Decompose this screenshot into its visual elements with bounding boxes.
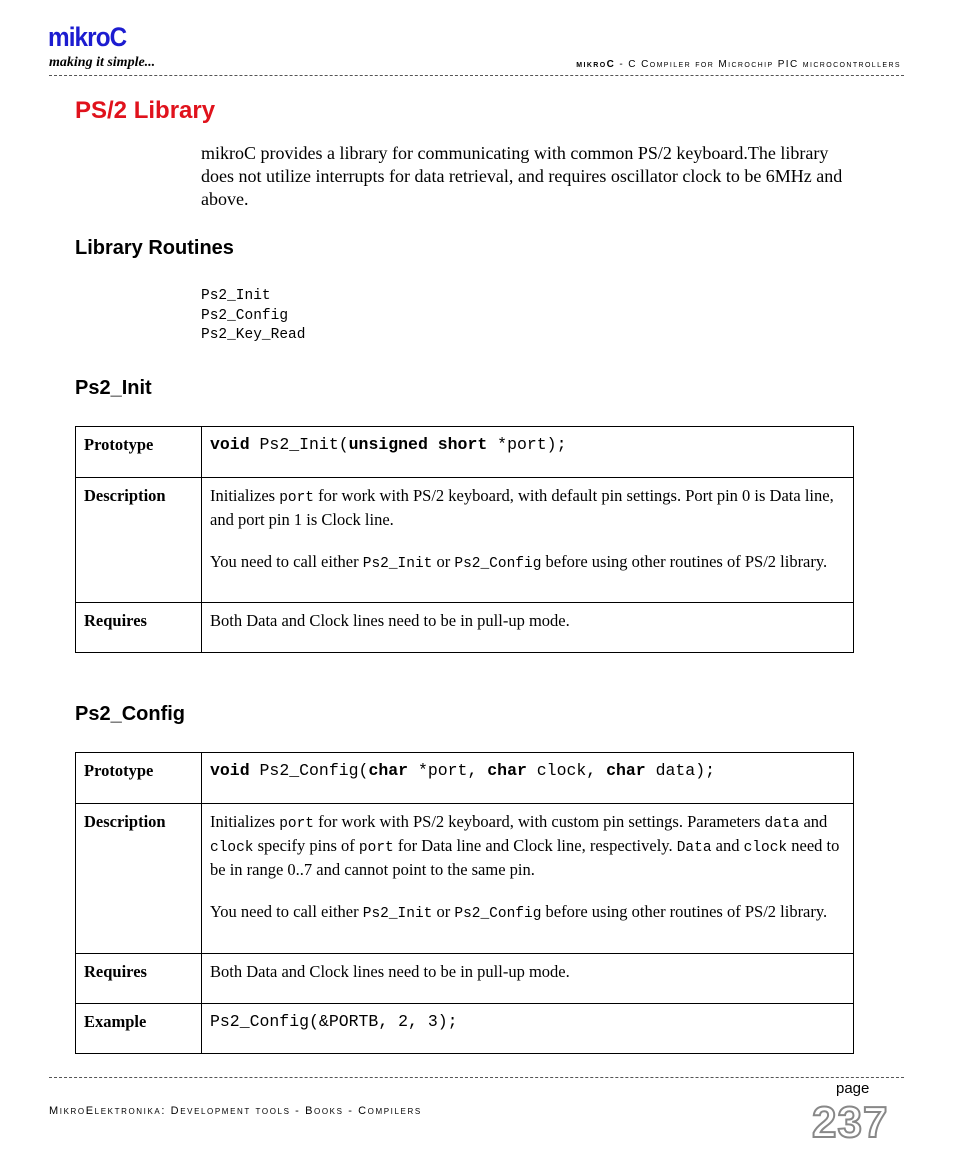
ps2-init-table xyxy=(75,426,854,653)
mikroc-logo: mikroC xyxy=(48,22,127,52)
footer-divider xyxy=(49,1077,904,1078)
table-row xyxy=(76,954,854,1004)
description-text: Initializes port for work with PS/2 keyboard, with custom pin settings. Parameters data and clock specify pins of port for Data line and Clock line, respectively. Data and clock need to be in range 0..7 and cannot point to the same pin. You need to call either Ps2_Init or Ps2_Config before using other routines of PS/2 library. xyxy=(202,804,854,954)
example-label: Example xyxy=(76,1004,202,1054)
header-title xyxy=(576,59,901,71)
description-text: Initializes port for work with PS/2 keyboard, with default pin settings. Port pin 0 is Data line, and port pin 1 is Clock line. You need to call either Ps2_Init or Ps2_Config before using other routines of PS/2 library. xyxy=(202,478,854,603)
footer-text: MikroElektronika: Development tools - Books - Compilers xyxy=(49,1105,422,1117)
requires-text: Both Data and Clock lines need to be in pull-up mode. xyxy=(202,954,854,1004)
tagline: making it simple... xyxy=(49,55,156,70)
table-row xyxy=(76,478,854,603)
prototype-code: void Ps2_Init(unsigned short *port); xyxy=(202,427,854,478)
list-item[interactable]: Ps2_Key_Read xyxy=(201,327,306,343)
list-item[interactable]: Ps2_Init xyxy=(201,288,271,304)
table-row xyxy=(76,804,854,954)
page-number: 237 xyxy=(812,1098,889,1147)
table-row xyxy=(76,753,854,804)
table-row xyxy=(76,603,854,653)
description-label: Description xyxy=(76,804,202,954)
requires-text: Both Data and Clock lines need to be in pull-up mode. xyxy=(202,603,854,653)
library-routines-heading: Library Routines xyxy=(75,237,234,259)
table-row xyxy=(76,1004,854,1054)
example-code: Ps2_Config(&PORTB, 2, 3); xyxy=(202,1004,854,1054)
header-title-rest: - C Compiler for Microchip PIC microcontrollers xyxy=(615,59,901,70)
prototype-label: Prototype xyxy=(76,753,202,804)
requires-label: Requires xyxy=(76,954,202,1004)
intro-paragraph: mikroC provides a library for communicating with common PS/2 keyboard.The library does not utilize interrupts for data retrieval, and requires oscillator clock to be 6MHz and above. xyxy=(201,143,843,209)
prototype-label: Prototype xyxy=(76,427,202,478)
table-row xyxy=(76,427,854,478)
prototype-code: void Ps2_Config(char *port, char clock, char data); xyxy=(202,753,854,804)
routines-list xyxy=(201,287,305,346)
page-title: PS/2 Library xyxy=(75,97,216,124)
ps2-config-table xyxy=(75,752,854,1054)
requires-label: Requires xyxy=(76,603,202,653)
list-item[interactable]: Ps2_Config xyxy=(201,307,289,324)
header-divider xyxy=(49,75,904,76)
header-title-brand: mikroC xyxy=(576,59,616,70)
ps2-config-heading: Ps2_Config xyxy=(75,703,186,725)
ps2-init-heading: Ps2_Init xyxy=(75,377,152,399)
page-label: page xyxy=(836,1080,870,1097)
description-label: Description xyxy=(76,478,202,603)
